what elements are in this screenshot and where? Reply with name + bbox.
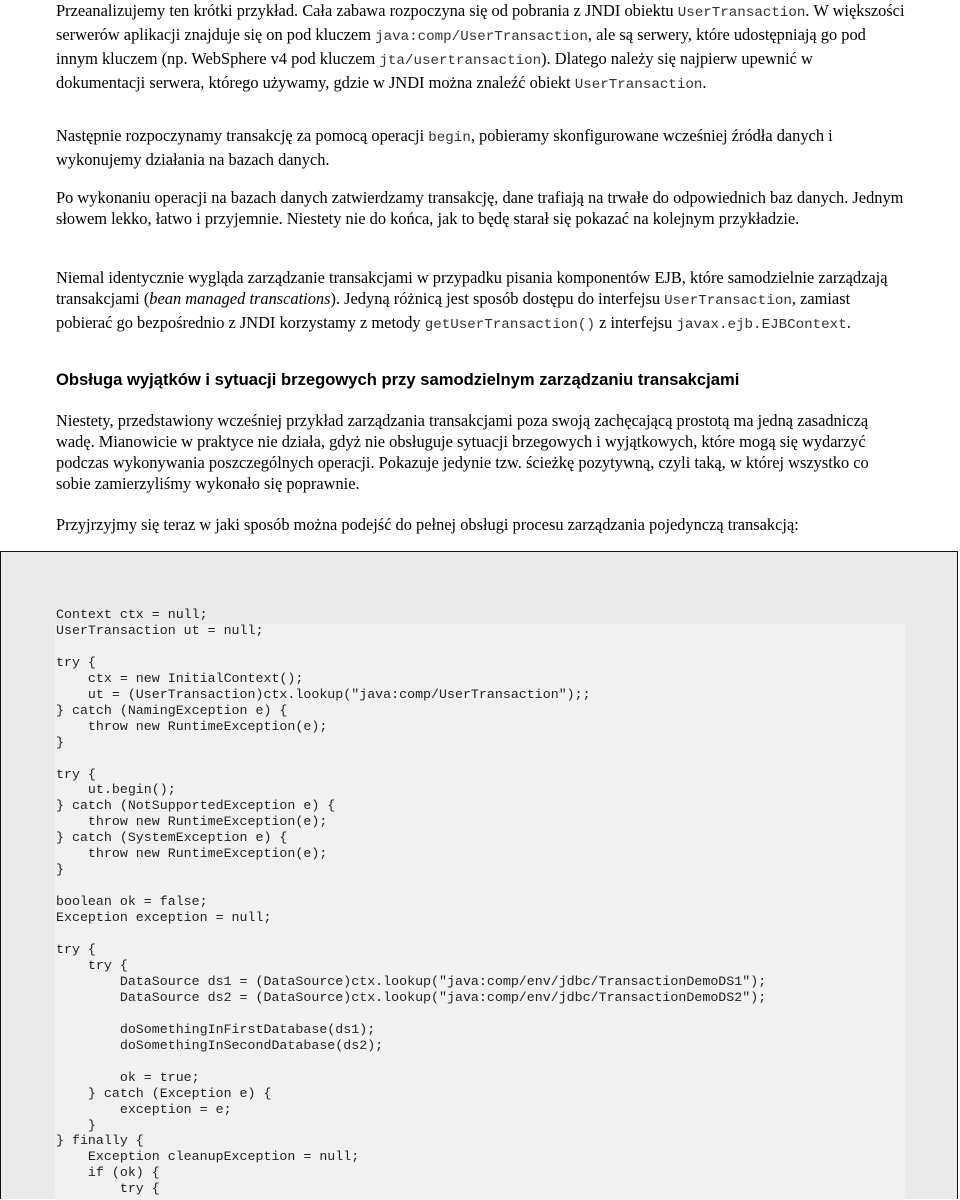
text-run: ). Dlatego należy się najpierw upewnić w dokumentacji serwera, którego używamy, gdzie w JNDI można znaleźć obiekt (56, 49, 813, 92)
text-run: Następnie rozpoczynamy transakcję za pomocą operacji (56, 126, 429, 145)
text-run: z interfejsu (594, 313, 677, 332)
text-run: Przeanalizujemy ten krótki przykład. Cała zabawa rozpoczyna się od pobrania z JNDI obiektu (56, 1, 678, 20)
inline-code: begin (428, 130, 471, 146)
code-listing: Context ctx = null; UserTransaction ut = null; try { ctx = new InitialContext(); ut = (UserTransaction)ctx.lookup("java:comp/UserTransaction");; } catch (NamingException e) { throw new RuntimeException(e); } try { ut.begin(); } catch (NotSupportedException e) { throw new RuntimeException(e); } catch (SystemException e) { throw new RuntimeException(e); } boolean ok = false; Exception exception = null; try { try { DataSource ds1 = (DataSource)ctx.lookup("java:comp/env/jdbc/TransactionDemoDS1"); DataSource ds2 = (DataSource)ctx.lookup("java:comp/env/jdbc/TransactionDemoDS2"); doSomethingInFirstDatabase(ds1); doSomethingInSecondDatabase(ds2); ok = true; } catch (Exception e) { exception = e; } } finally { Exception cleanupException = null; if (ok) { try { (56, 607, 767, 1197)
paragraph-commit (56, 187, 906, 229)
text-run: , ale są serwery, które udostępniają go pod innym kluczem (np. WebSphere v4 pod kluczem (56, 25, 866, 68)
text-run: . (846, 313, 851, 332)
inline-code: jta/usertransaction (379, 53, 542, 69)
text-run: . (702, 73, 707, 92)
text-run: , pobieramy skonfigurowane wcześniej źródła danych i wykonujemy działania na bazach danych. (56, 126, 833, 169)
inline-code: javax.ejb.EJBContext (676, 317, 847, 333)
inline-code: UserTransaction (664, 293, 792, 309)
text-run: Przyjrzyjmy się teraz w jaki sposób można podejść do pełnej obsługi procesu zarządzania pojedynczą transakcją: (56, 515, 799, 534)
inline-code: getUserTransaction() (424, 317, 595, 333)
paragraph-ejb (56, 267, 906, 336)
paragraph-begin (56, 125, 906, 170)
paragraph-intro-code (56, 514, 906, 535)
text-run: Niemal identycznie wygląda zarządzanie transakcjami w przypadku pisania komponentów EJB, które samodzielnie zarządzają transakcjami ( (56, 268, 888, 308)
inline-code: UserTransaction (677, 5, 806, 21)
text-run: ). Jedyną różnicą jest sposób dostępu do interfejsu (330, 289, 665, 308)
text-run: , zamiast pobierać go bezpośrednio z JNDI korzystamy z metody (56, 289, 851, 332)
paragraph-drawback (56, 410, 906, 494)
inline-code: UserTransaction (574, 77, 703, 93)
inline-code: java:comp/UserTransaction (375, 29, 588, 45)
text-run: Po wykonaniu operacji na bazach danych zatwierdzamy transakcję, dane trafiają na trwałe do odpowiednich baz danych. Jednym słowem lekko, łatwo i przyjemnie. Niestety nie do końca, jak to będę starał się pokazać na kolejnym przykładzie. (56, 188, 904, 228)
section-heading: Obsługa wyjątków i sytuacji brzegowych przy samodzielnym zarządzaniu transakcjami (56, 370, 740, 389)
paragraph-analysis (56, 0, 906, 96)
italic-text: bean managed transcations (149, 289, 331, 308)
text-run: . W większości serwerów aplikacji znajduje się on pod kluczem (56, 1, 905, 44)
text-run: Niestety, przedstawiony wcześniej przykład zarządzania transakcjami poza swoją zachęcającą prostotą ma jedną zasadniczą wadę. Mianowicie w praktyce nie działa, gdyż nie obsługuje sytuacji brzegowych i wyjątkowych, które mogą się wydarzyć podczas wykonywania poszczególnych operacji. Pokazuje jedynie tzw. ścieżkę pozytywną, czyli taką, w której wszystko co sobie zamierzyliśmy wykonało się poprawnie. (56, 411, 869, 493)
